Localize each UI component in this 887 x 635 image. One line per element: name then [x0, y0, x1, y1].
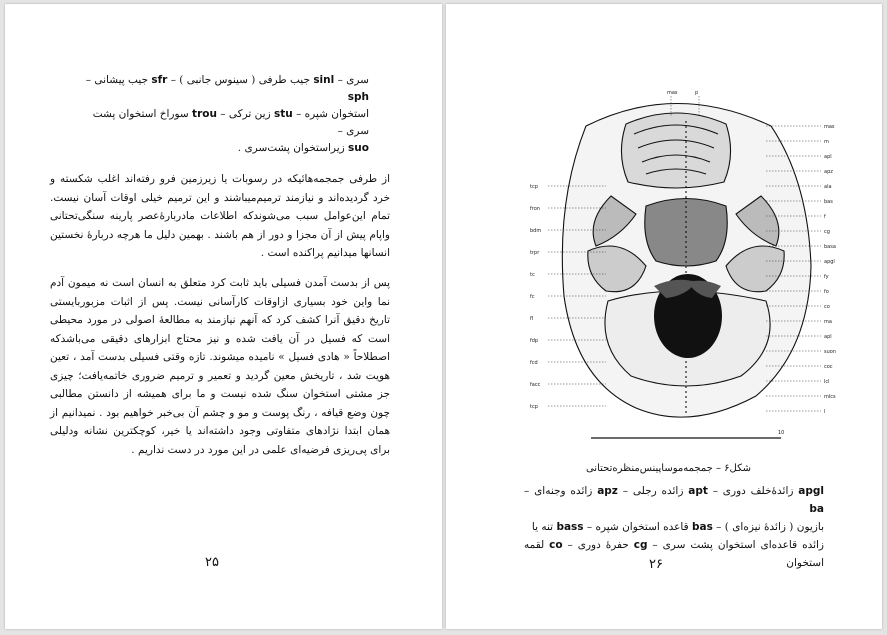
figure-label: f [824, 214, 826, 220]
figure-label: bas [824, 199, 833, 205]
legend-text: زائده رجلی – [617, 485, 689, 497]
legend-text: قاعده استخوان شپره – [583, 521, 692, 533]
figure-label: fron [530, 206, 540, 212]
legend-line [524, 536, 824, 572]
figure-label: m [824, 139, 829, 145]
right-page [446, 4, 882, 629]
figure-label: apl [824, 334, 832, 340]
legend-line [524, 518, 824, 536]
figure-label: ma [824, 319, 832, 325]
skull-figure [526, 86, 848, 446]
legend-text: جیب پیشانی – [85, 74, 152, 86]
figure-label: bdm [530, 228, 542, 234]
abbreviation: co [549, 539, 563, 551]
abbreviation: sfr [151, 74, 168, 86]
legend-text: استخوان شپره – [292, 108, 369, 120]
figure-label: fdp [530, 338, 539, 344]
top-legend [79, 72, 369, 157]
legend-text: زائدۀخلف دوری – [707, 485, 799, 497]
left-page [5, 4, 442, 629]
figure-label: coc [824, 364, 833, 370]
figure-label: ala [824, 184, 832, 190]
abbreviation: bass [556, 521, 584, 533]
abbreviation: apz [597, 485, 618, 497]
legend-text: زائده وجنه‌ای – [524, 485, 598, 497]
abbreviation: sph [347, 91, 369, 103]
figure-label: fl [530, 316, 534, 322]
figure-caption [524, 482, 824, 572]
figure-caption-title: شکل۶ – جمجمه‌موساپینس‌منظره‌تحتانی [585, 463, 752, 474]
figure-label: apgl [824, 259, 835, 265]
abbreviation: trou [192, 108, 217, 120]
page-number: ۲۶ [649, 557, 663, 572]
abbreviation: apgl [798, 485, 824, 497]
figure-label: fo [824, 289, 829, 295]
legend-text: زیراستخوان پشت‌سری . [237, 142, 349, 154]
legend-line [79, 72, 369, 106]
page-number: ۲۵ [205, 555, 219, 570]
figure-label: trpr [530, 250, 540, 256]
figure-label: co [824, 304, 830, 310]
legend-text: زین ترکی – [216, 108, 274, 120]
legend-text: تنه یا [531, 521, 557, 533]
figure-label: p [695, 90, 699, 96]
abbreviation: cg [633, 539, 648, 551]
legend-text: سری – [334, 74, 369, 86]
abbreviation: bas [691, 521, 713, 533]
figure-label: fy [824, 274, 829, 280]
figure-label: mlcs [824, 394, 836, 400]
abbreviation: stu [274, 108, 293, 120]
abbreviation: sinl [313, 74, 335, 86]
figure-label: cg [824, 229, 830, 235]
legend-line [79, 140, 369, 157]
figure-label: tc [530, 272, 535, 278]
figure-label: mas [667, 90, 678, 96]
figure-label: fc [530, 294, 535, 300]
figure-label: tcp [530, 184, 538, 190]
legend-text: جیب طرفی ( سینوس جانبی ) – [167, 74, 314, 86]
figure-label: apz [824, 169, 833, 175]
legend-text: لقمه استخوان [524, 539, 824, 569]
figure-label: apl [824, 154, 832, 160]
figure-label: mas [824, 124, 835, 130]
paragraph-1: از طرفی جمجمه‌هائیکه در رسوبات یا زیرزمین فرو رفته‌اند اغلب شکسته و خرد گردیده‌اند و نیازمند ترمیم‌میباشند و این ترمیم خیلی اوقات آسان نیست. تمام این‌عوامل سبب می‌شوندکه اطلاعات مادربارۀعصر پارینه سنگی‌تحتانی واپام پیش از آن مجزا و دور از هم باشند . بهمین دلیل ما هرچه دربارۀ نخستین انسانها میدانیم پراکنده است . [50, 173, 391, 259]
figure-label: basa [824, 244, 836, 250]
legend-text: سوراخ استخوان پشت سری – [92, 108, 369, 137]
paragraph-2: پس از بدست آمدن فسیلی باید ثابت کرد متعلق به انسان است نه میمون آدم نما واین خود بسیاری ازاوقات کارآسانی نیست. پس از اثبات مزبوربایستی تاریخ دقیق آنرا کشف کرد که آنهم نیازمند به مطالعۀ اصولی در مورد محیطی است که فسیل در آن یافت شده و نیز محتاج ابزارهای دقیقی می‌باشدکه اصطلاحاً « هادی فسیل » نامیده میشوند. تازه وقتی فسیلی بدست آمد ، تعین هویت شد ، تاریخش معین گردید و تعمیر و ترمیم ضروری خاتمه‌یافت؛ چیزی جز مشتی استخوان سنگ شده نیست و ما برای همیشه از دانستن مطالبی چون وضع قیافه ، رنگ پوست و مو و چشم آن بی‌خبر خواهیم بود . نمیدانیم از همان ابتدا نژادهای متفاوتی وجود داشته‌اند یا خیر، کوچکترین نشانه ودلیلی برای پی‌ریزی فرضیه‌ای علمی در این مورد در دست نداریم . [50, 277, 390, 456]
scale-label: 10 [778, 430, 785, 436]
figure-label: suon [824, 349, 837, 355]
abbreviation: apt [688, 485, 708, 497]
figure-label: lcl [824, 379, 830, 385]
legend-line [524, 482, 824, 518]
figure-label: fcd [530, 360, 538, 366]
figure-label: l [824, 409, 826, 415]
abbreviation: ba [809, 503, 824, 515]
legend-text: بازیون ( زائدۀ نیزه‌ای ) – [712, 521, 824, 533]
legend-line [79, 106, 369, 140]
abbreviation: suo [348, 142, 369, 154]
legend-text: حفرۀ دوری – [562, 539, 634, 551]
legend-text: زائده قاعده‌ای استخوان پشت سری – [647, 539, 824, 551]
figure-label: tcp [530, 404, 538, 410]
figure-label: facc [530, 382, 541, 388]
